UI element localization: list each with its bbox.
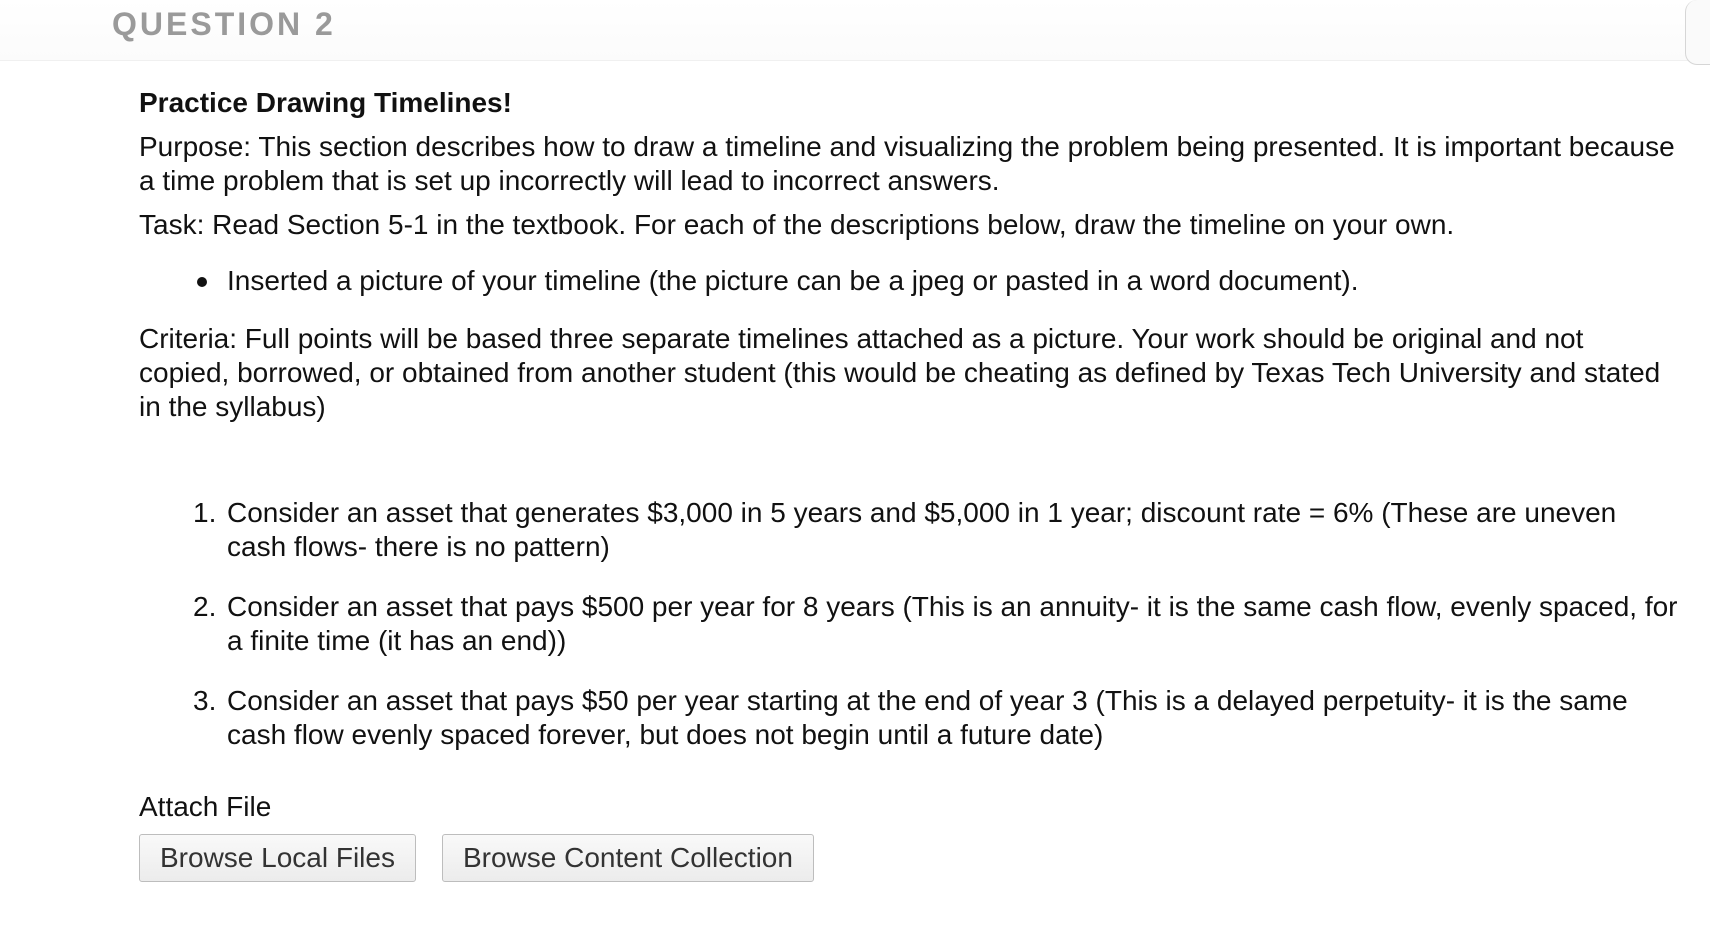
numbered-list xyxy=(139,496,1679,752)
question-number-label: QUESTION 2 xyxy=(112,6,336,42)
browse-content-collection-button[interactable]: Browse Content Collection xyxy=(442,834,814,882)
bullet-list xyxy=(139,264,1679,298)
purpose-text: Purpose: This section describes how to draw a timeline and visualizing the problem being presented. It is important because a time problem that is set up incorrectly will lead to incorrect answers. xyxy=(139,131,1675,196)
item-number: 3. xyxy=(193,685,217,716)
bullet-text: Inserted a picture of your timeline (the picture can be a jpeg or pasted in a word document). xyxy=(227,265,1359,296)
list-item xyxy=(227,264,1679,298)
question-content xyxy=(139,84,1679,882)
criteria-text: Criteria: Full points will be based three separate timelines attached as a picture. Your work should be original and not copied, borrowed, or obtained from another student (this would be cheating as defined by Texas Tech University and stated in the syllabus) xyxy=(139,323,1661,422)
browse-local-files-button[interactable]: Browse Local Files xyxy=(139,834,416,882)
item-number: 2. xyxy=(193,591,217,622)
list-item xyxy=(193,590,1679,658)
item-text: Consider an asset that pays $50 per year starting at the end of year 3 (This is a delayed perpetuity- it is the same cash flow evenly spaced forever, but does not begin until a future date) xyxy=(227,685,1628,750)
list-item xyxy=(193,496,1679,564)
task-text: Task: Read Section 5-1 in the textbook. For each of the descriptions below, draw the timeline on your own. xyxy=(139,209,1455,240)
item-text: Consider an asset that generates $3,000 in 5 years and $5,000 in 1 year; discount rate = 6% (These are uneven cash flows- there is no pattern) xyxy=(227,497,1617,562)
attach-buttons xyxy=(139,834,1679,882)
item-text: Consider an asset that pays $500 per year for 8 years (This is an annuity- it is the same cash flow, evenly spaced, for a finite time (it has an end)) xyxy=(227,591,1678,656)
item-number: 1. xyxy=(193,497,217,528)
attach-file-label: Attach File xyxy=(139,791,272,822)
question-title: Practice Drawing Timelines! xyxy=(139,87,512,118)
scrollbar-tab[interactable] xyxy=(1685,0,1710,65)
question-header xyxy=(0,0,1710,61)
list-item xyxy=(193,684,1679,752)
bullet-icon xyxy=(197,277,207,287)
